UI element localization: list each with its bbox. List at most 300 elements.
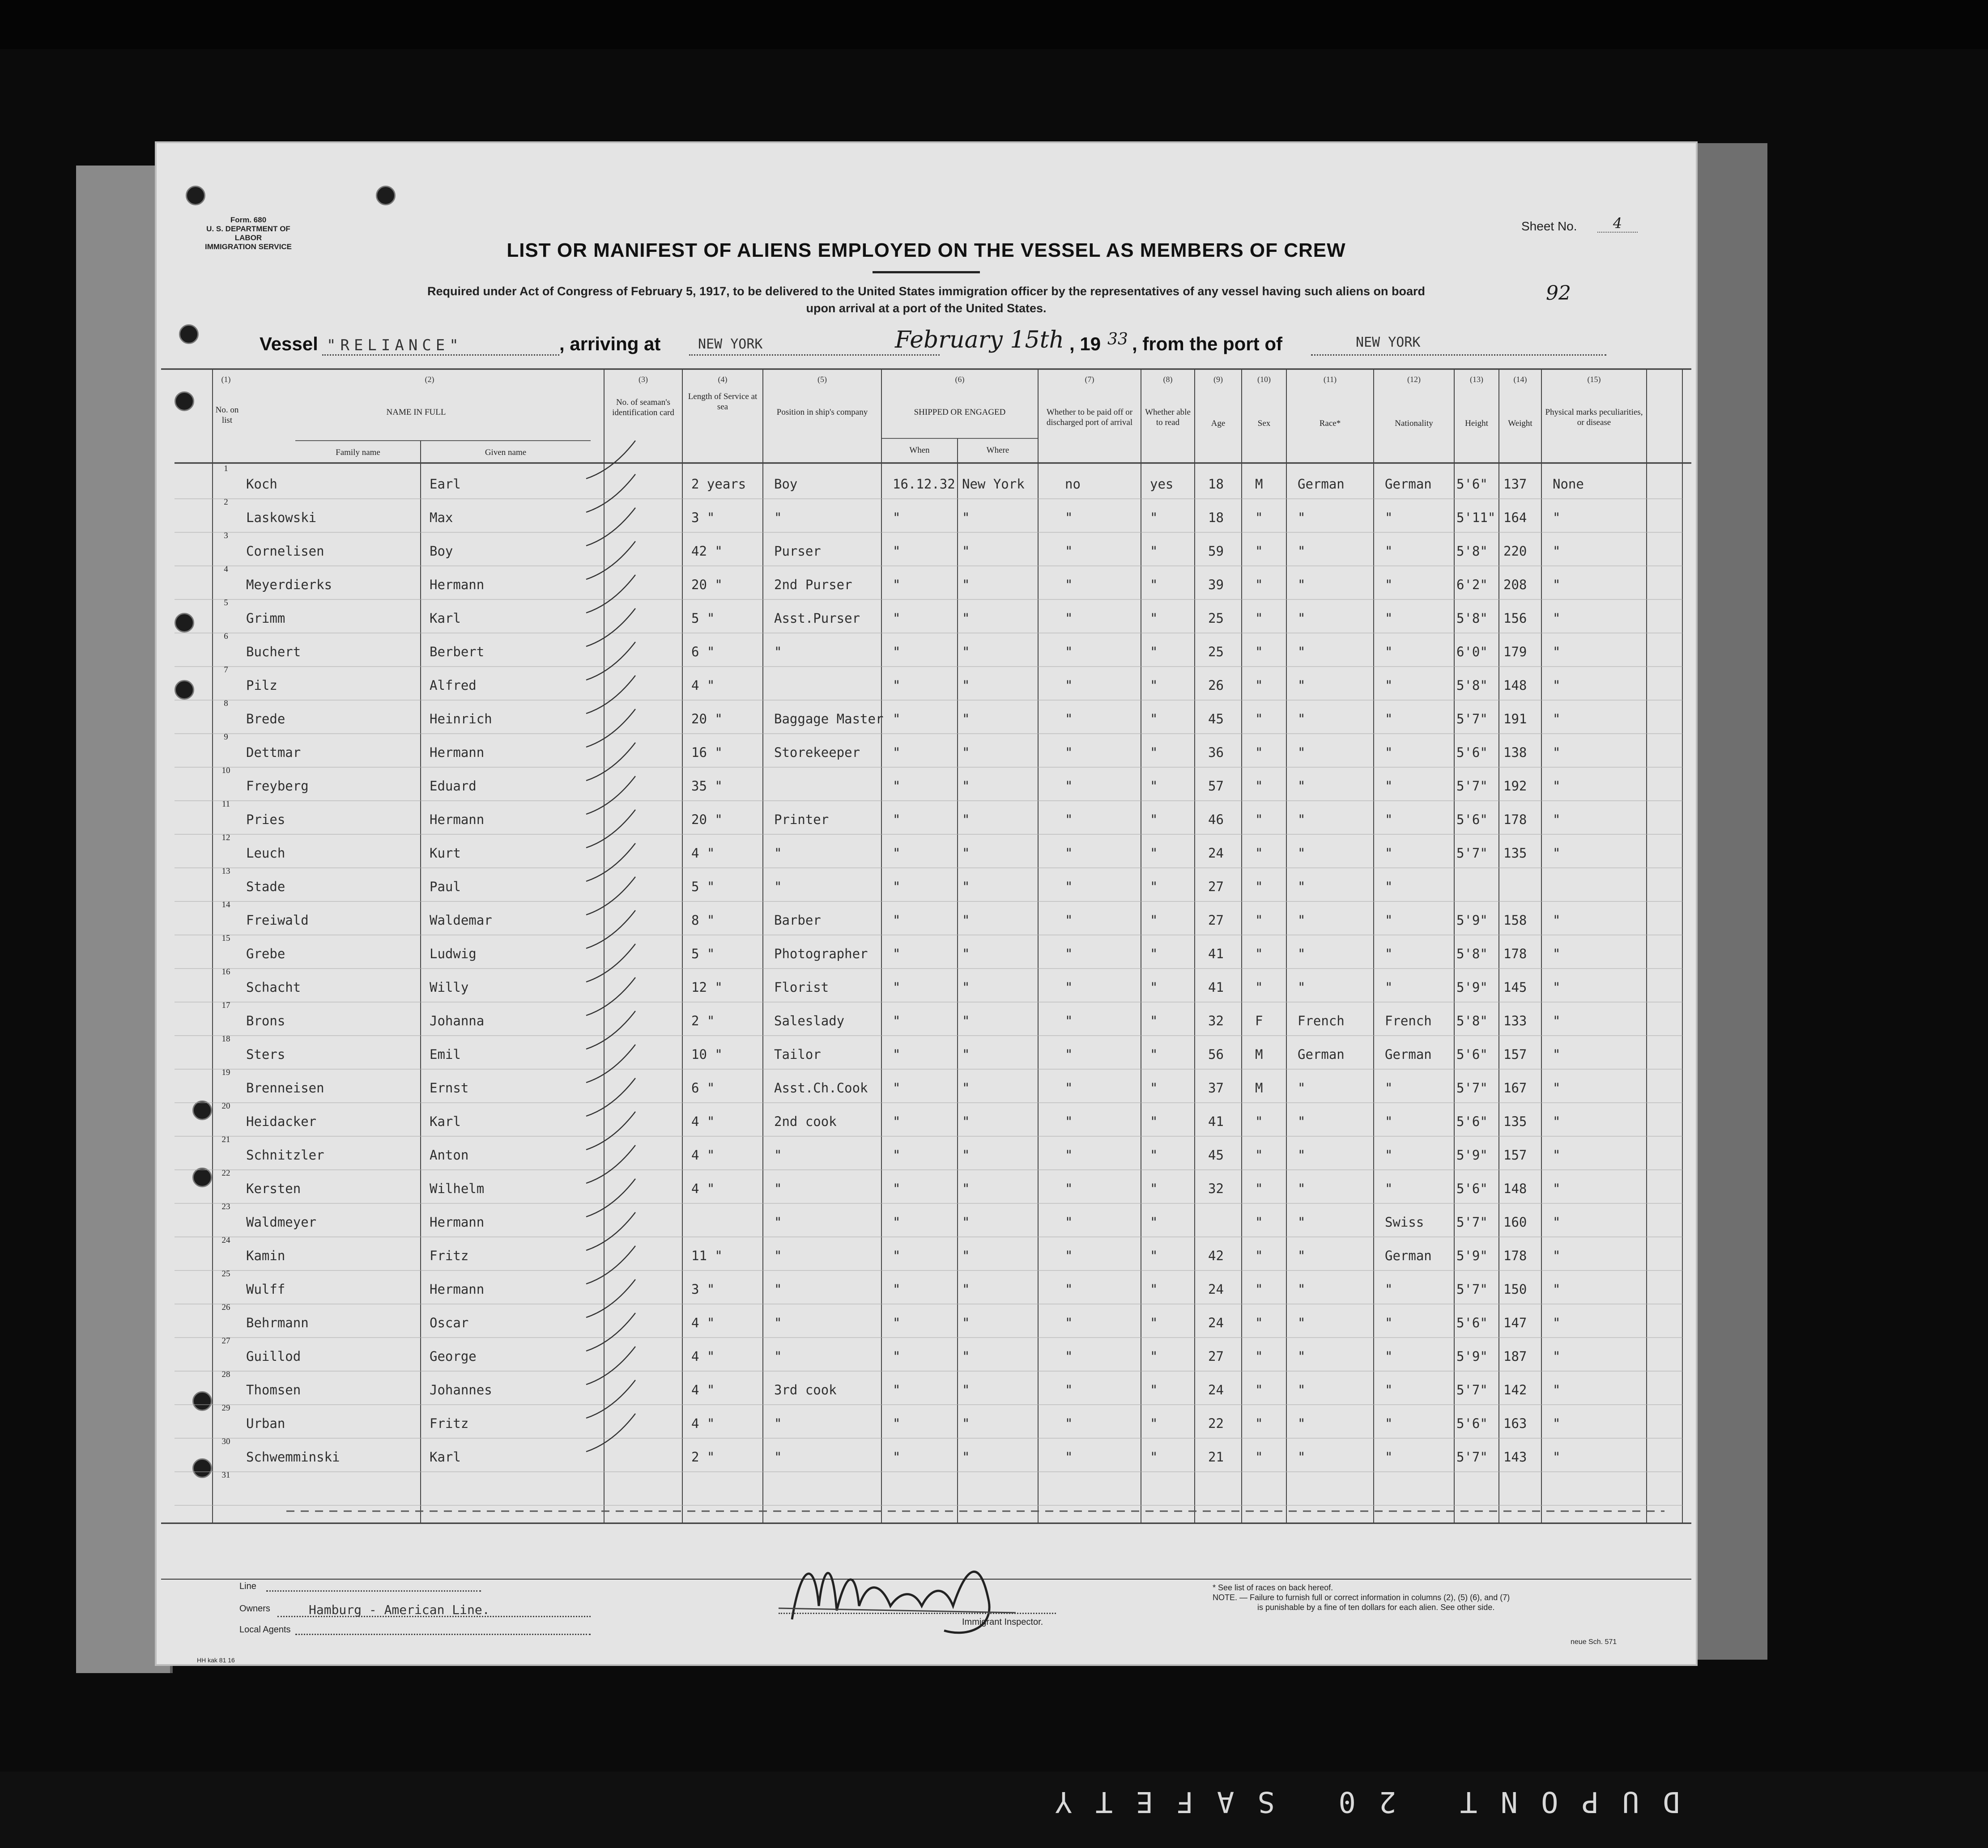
cell-paid: " (1065, 812, 1073, 827)
from-port: NEW YORK (1356, 335, 1421, 350)
col-head-race: Race* (1319, 419, 1341, 428)
row-number: 25 (221, 1269, 230, 1279)
cell-race: " (1298, 946, 1306, 961)
row-number: 27 (221, 1336, 230, 1346)
vessel-line (260, 333, 318, 355)
cell-family: Heidacker (246, 1114, 317, 1129)
cell-where: " (962, 510, 970, 525)
cell-age: 27 (1208, 1349, 1224, 1364)
cell-height: 5'8" (1456, 678, 1488, 693)
cell-age: 24 (1208, 1382, 1224, 1398)
cell-where: " (962, 577, 970, 592)
cell-nat: " (1385, 611, 1393, 626)
cell-nat: " (1385, 1382, 1393, 1398)
cell-age: 27 (1208, 913, 1224, 928)
cell-marks: " (1553, 913, 1561, 928)
cell-position: Florist (774, 980, 829, 995)
cell-race: " (1298, 1181, 1306, 1196)
cell-nat: " (1385, 711, 1393, 726)
cell-height: 5'7" (1456, 1382, 1488, 1398)
cell-weight: 192 (1503, 778, 1527, 794)
cell-family: Kamin (246, 1248, 285, 1263)
cell-paid: " (1065, 1047, 1073, 1062)
film-top-edge (0, 0, 1988, 49)
cell-read: " (1150, 1181, 1158, 1196)
cell-race: " (1298, 1114, 1306, 1129)
cell-where: " (962, 644, 970, 659)
row-number: 9 (224, 732, 228, 742)
col-num-2: (2) (425, 375, 434, 384)
row-number: 17 (221, 1001, 230, 1010)
cell-sex: " (1255, 544, 1263, 559)
cell-sex: " (1255, 678, 1263, 693)
cell-given: Oscar (430, 1315, 469, 1330)
cell-marks: " (1553, 1114, 1561, 1129)
cell-family: Stade (246, 879, 285, 894)
col-num-6: (6) (955, 375, 965, 384)
cell-family: Behrmann (246, 1315, 309, 1330)
cell-when: " (893, 711, 901, 726)
cell-marks: " (1553, 845, 1561, 861)
cell-position: " (774, 1147, 782, 1163)
cell-read: " (1150, 577, 1158, 592)
cell-height: 5'6" (1456, 745, 1488, 760)
cell-when: " (893, 745, 901, 760)
agents-dotline (295, 1634, 591, 1635)
cell-service: 4 " (691, 1349, 715, 1364)
cell-height: 5'7" (1456, 1449, 1488, 1465)
cell-height: 5'7" (1456, 1080, 1488, 1096)
cell-weight: 138 (1503, 745, 1527, 760)
cell-paid: " (1065, 1282, 1073, 1297)
cell-nat: " (1385, 577, 1393, 592)
cell-read: " (1150, 1382, 1158, 1398)
cell-service: 2 " (691, 1013, 715, 1028)
cell-race: " (1298, 778, 1306, 794)
cell-age: 22 (1208, 1416, 1224, 1431)
row-number: 16 (221, 967, 230, 977)
cell-given: George (430, 1349, 477, 1364)
col-head-position: Position in ship's company (776, 408, 868, 417)
cell-sex: M (1255, 476, 1263, 492)
col-num-3: (3) (639, 375, 648, 384)
col-num-14: (14) (1513, 375, 1527, 384)
checkmarks (586, 441, 635, 1452)
cell-race: " (1298, 1449, 1306, 1465)
cell-family: Dettmar (246, 745, 301, 760)
cell-where: " (962, 1449, 970, 1465)
cell-service: 6 " (691, 644, 715, 659)
cell-sex: " (1255, 1349, 1263, 1364)
cell-nat: " (1385, 1349, 1393, 1364)
cell-sex: F (1255, 1013, 1263, 1028)
cell-age: 39 (1208, 577, 1224, 592)
col-num-11: (11) (1323, 375, 1337, 384)
cell-height: 5'6" (1456, 1047, 1488, 1062)
cell-marks: " (1553, 1181, 1561, 1196)
cell-given: Karl (430, 611, 461, 626)
cell-given: Fritz (430, 1416, 469, 1431)
cell-nat: " (1385, 1416, 1393, 1431)
col-head-marks: Physical marks peculiarities, or disease (1545, 408, 1643, 427)
cell-marks: " (1553, 1013, 1561, 1028)
cell-family: Pilz (246, 678, 277, 693)
cell-nat: " (1385, 510, 1393, 525)
cell-family: Cornelisen (246, 544, 324, 559)
cell-paid: " (1065, 778, 1073, 794)
cell-when: " (893, 845, 901, 861)
cell-when: " (893, 879, 901, 894)
cell-position: " (774, 1181, 782, 1196)
cell-given: Paul (430, 879, 461, 894)
cell-age: 24 (1208, 1315, 1224, 1330)
cell-paid: " (1065, 980, 1073, 995)
cell-paid: " (1065, 845, 1073, 861)
line-dotline (266, 1590, 481, 1592)
cell-when: " (893, 1349, 901, 1364)
cell-paid: " (1065, 644, 1073, 659)
row-number: 19 (221, 1068, 230, 1077)
cell-paid: " (1065, 913, 1073, 928)
cell-race: " (1298, 745, 1306, 760)
film-edge-text: DUPONT 20 SAFETY (1031, 1785, 1680, 1818)
cell-sex: " (1255, 1449, 1263, 1465)
cell-family: Sters (246, 1047, 285, 1062)
cell-given: Johanna (430, 1013, 485, 1028)
subhead-given-name: Given name (485, 448, 527, 457)
cell-marks: " (1553, 745, 1561, 760)
cell-position: " (774, 879, 782, 894)
col-num-12: (12) (1407, 375, 1421, 384)
cell-when: " (893, 611, 901, 626)
cell-marks: " (1553, 980, 1561, 995)
cell-height: 5'7" (1456, 1282, 1488, 1297)
col-num-9: (9) (1213, 375, 1223, 384)
cell-height: 5'6" (1456, 1416, 1488, 1431)
cell-when: " (893, 1080, 901, 1096)
cell-age: 25 (1208, 644, 1224, 659)
cell-when: " (893, 678, 901, 693)
col-head-nationality: Nationality (1395, 419, 1433, 428)
cell-where: " (962, 1416, 970, 1431)
cell-height: 5'9" (1456, 1147, 1488, 1163)
cell-given: Hermann (430, 577, 485, 592)
cell-read: " (1150, 711, 1158, 726)
cell-height: 5'9" (1456, 1248, 1488, 1263)
cell-weight: 148 (1503, 678, 1527, 693)
cell-age: 42 (1208, 1248, 1224, 1263)
cell-family: Schwemminski (246, 1449, 340, 1465)
cell-marks: " (1553, 711, 1561, 726)
cell-position: Purser (774, 544, 821, 559)
cell-nat: German (1385, 476, 1432, 492)
cell-family: Koch (246, 476, 277, 492)
cell-given: Hermann (430, 745, 485, 760)
cell-paid: " (1065, 678, 1073, 693)
cell-sex: " (1255, 1181, 1263, 1196)
cell-service: 4 " (691, 1114, 715, 1129)
cell-weight: 135 (1503, 1114, 1527, 1129)
cell-sex: " (1255, 1215, 1263, 1230)
cell-position: " (774, 1449, 782, 1465)
cell-race: " (1298, 1080, 1306, 1096)
cell-read: " (1150, 1248, 1158, 1263)
cell-race: " (1298, 611, 1306, 626)
cell-position: " (774, 1282, 782, 1297)
cell-weight: 145 (1503, 980, 1527, 995)
cell-marks: " (1553, 611, 1561, 626)
cell-race: " (1298, 913, 1306, 928)
cell-sex: " (1255, 812, 1263, 827)
cell-race: German (1298, 476, 1345, 492)
cell-read: " (1150, 879, 1158, 894)
cell-family: Leuch (246, 845, 285, 861)
cell-marks: " (1553, 1315, 1561, 1330)
cell-where: " (962, 913, 970, 928)
cell-nat: " (1385, 778, 1393, 794)
col-head-read: Whether able to read (1145, 408, 1191, 427)
cell-weight: 178 (1503, 1248, 1527, 1263)
inspector-label: Immigrant Inspector. (962, 1617, 1043, 1627)
cell-when: " (893, 913, 901, 928)
cell-race: " (1298, 1147, 1306, 1163)
cell-race: " (1298, 1416, 1306, 1431)
document-title: LIST OR MANIFEST OF ALIENS EMPLOYED ON THE VESSEL AS MEMBERS OF CREW (507, 239, 1346, 261)
col-head-sex: Sex (1257, 419, 1271, 428)
cell-paid: " (1065, 946, 1073, 961)
cell-weight: 157 (1503, 1047, 1527, 1062)
cell-given: Kurt (430, 845, 461, 861)
cell-sex: " (1255, 1248, 1263, 1263)
document-subtitle (345, 283, 1508, 317)
cell-where: New York (962, 476, 1025, 492)
cell-height: 5'7" (1456, 778, 1488, 794)
row-number: 30 (221, 1437, 230, 1446)
col-head-paid-off: Whether to be paid off or discharged port of arrival (1046, 408, 1133, 427)
cell-sex: " (1255, 946, 1263, 961)
cell-when: " (893, 1114, 901, 1129)
year-prefix: , 19 (1069, 333, 1101, 354)
cell-where: " (962, 812, 970, 827)
cell-race: " (1298, 980, 1306, 995)
cell-race: " (1298, 711, 1306, 726)
punch-hole-icon (192, 1168, 212, 1187)
cell-weight: 167 (1503, 1080, 1527, 1096)
cell-paid: " (1065, 1215, 1073, 1230)
cell-service: 4 " (691, 678, 715, 693)
cell-paid: " (1065, 1449, 1073, 1465)
cell-when: " (893, 1147, 901, 1163)
cell-when: " (893, 1416, 901, 1431)
cell-race: " (1298, 1248, 1306, 1263)
cell-when: " (893, 644, 901, 659)
cell-read: " (1150, 1215, 1158, 1230)
cell-nat: " (1385, 1315, 1393, 1330)
row-number: 7 (224, 665, 228, 675)
cell-family: Freyberg (246, 778, 309, 794)
row-number: 22 (221, 1168, 230, 1178)
cell-sex: M (1255, 1047, 1263, 1062)
cell-sex: " (1255, 913, 1263, 928)
cell-paid: " (1065, 1080, 1073, 1096)
cell-weight: 164 (1503, 510, 1527, 525)
cell-height: 5'8" (1456, 611, 1488, 626)
cell-service: 35 " (691, 778, 723, 794)
cell-height: 5'6" (1456, 1315, 1488, 1330)
cell-read: " (1150, 1080, 1158, 1096)
cell-where: " (962, 611, 970, 626)
cell-service: 2 " (691, 1449, 715, 1465)
cell-service: 20 " (691, 812, 723, 827)
fine-note-2: is punishable by a fine of ten dollars for each alien. See other side. (1257, 1603, 1495, 1612)
cell-height: 5'9" (1456, 1349, 1488, 1364)
subhead-where: Where (986, 446, 1009, 455)
cell-nat: " (1385, 845, 1393, 861)
cell-race: " (1298, 678, 1306, 693)
cell-nat: German (1385, 1047, 1432, 1062)
punch-hole-icon (192, 1391, 212, 1411)
cell-where: " (962, 879, 970, 894)
cell-position: " (774, 1315, 782, 1330)
row-number: 10 (221, 766, 230, 775)
cell-race: " (1298, 879, 1306, 894)
cell-read: " (1150, 611, 1158, 626)
cell-when: " (893, 544, 901, 559)
cell-where: " (962, 845, 970, 861)
cell-where: " (962, 1114, 970, 1129)
cell-position: Printer (774, 812, 829, 827)
cell-nat: " (1385, 1147, 1393, 1163)
cell-race: " (1298, 544, 1306, 559)
cell-service: 4 " (691, 1416, 715, 1431)
cell-where: " (962, 1315, 970, 1330)
form-number: Form. 680 (230, 216, 267, 224)
col-num-1: (1) (221, 375, 231, 384)
cell-given: Alfred (430, 678, 477, 693)
cell-where: " (962, 711, 970, 726)
cell-when: " (893, 510, 901, 525)
row-number: 6 (224, 632, 228, 641)
col-num-5: (5) (817, 375, 827, 384)
punch-hole-icon (175, 613, 194, 633)
cell-marks: " (1553, 1248, 1561, 1263)
cell-position: Asst.Ch.Cook (774, 1080, 868, 1096)
fine-note-1: NOTE. — Failure to furnish full or correct information in columns (2), (5) (6), and (7) (1213, 1593, 1510, 1602)
cell-race: " (1298, 577, 1306, 592)
row-number: 15 (221, 934, 230, 943)
cell-height: 5'8" (1456, 544, 1488, 559)
cell-position: Barber (774, 913, 821, 928)
cell-age: 57 (1208, 778, 1224, 794)
cell-service: 5 " (691, 946, 715, 961)
cell-marks: " (1553, 778, 1561, 794)
title-rule (873, 271, 980, 273)
cell-marks: " (1553, 510, 1561, 525)
cell-paid: " (1065, 879, 1073, 894)
from-dotline (1311, 354, 1606, 356)
cell-family: Brons (246, 1013, 285, 1028)
cell-marks: " (1553, 1147, 1561, 1163)
cell-sex: " (1255, 711, 1263, 726)
cell-height: 6'2" (1456, 577, 1488, 592)
cell-marks: " (1553, 1416, 1561, 1431)
cell-weight: 158 (1503, 913, 1527, 928)
cell-height: 5'6" (1456, 1114, 1488, 1129)
cell-nat: " (1385, 913, 1393, 928)
cell-when: " (893, 1315, 901, 1330)
cell-where: " (962, 1147, 970, 1163)
cell-where: " (962, 678, 970, 693)
cell-given: Eduard (430, 778, 477, 794)
cell-position: " (774, 644, 782, 659)
cell-given: Ludwig (430, 946, 477, 961)
cell-weight: 147 (1503, 1315, 1527, 1330)
cell-weight: 178 (1503, 812, 1527, 827)
row-number: 4 (224, 565, 228, 574)
cell-read: " (1150, 1114, 1158, 1129)
cell-paid: " (1065, 745, 1073, 760)
year-suffix: 33 (1107, 330, 1128, 348)
cell-position: 2nd Purser (774, 577, 852, 592)
row-number: 12 (221, 833, 230, 842)
cell-given: Max (430, 510, 453, 525)
cell-sex: " (1255, 510, 1263, 525)
cell-read: " (1150, 644, 1158, 659)
row-number: 14 (221, 900, 230, 909)
col-head-age: Age (1211, 419, 1226, 428)
cell-read: yes (1150, 476, 1174, 492)
cell-where: " (962, 1382, 970, 1398)
cell-position: Storekeeper (774, 745, 860, 760)
cell-service: 10 " (691, 1047, 723, 1062)
cell-nat: " (1385, 980, 1393, 995)
cell-weight: 157 (1503, 1147, 1527, 1163)
cell-when: " (893, 1382, 901, 1398)
arriving-label: , arriving at (559, 333, 661, 354)
cell-read: " (1150, 1282, 1158, 1297)
cell-when: " (893, 1047, 901, 1062)
cell-family: Wulff (246, 1282, 285, 1297)
cell-position: " (774, 1215, 782, 1230)
cell-paid: " (1065, 1013, 1073, 1028)
cell-read: " (1150, 1013, 1158, 1028)
cell-position: Photographer (774, 946, 868, 961)
cell-height: 5'6" (1456, 812, 1488, 827)
cell-height: 5'7" (1456, 1215, 1488, 1230)
row-number: 8 (224, 699, 228, 708)
cell-given: Earl (430, 476, 461, 492)
cell-where: " (962, 980, 970, 995)
cell-when: " (893, 980, 901, 995)
cell-given: Waldemar (430, 913, 492, 928)
cell-service: 4 " (691, 1181, 715, 1196)
cell-weight: 150 (1503, 1282, 1527, 1297)
cell-when: " (893, 1282, 901, 1297)
cell-paid: " (1065, 611, 1073, 626)
cell-family: Schnitzler (246, 1147, 324, 1163)
cell-given: Berbert (430, 644, 485, 659)
cell-weight: 137 (1503, 476, 1527, 492)
cell-nat: " (1385, 1114, 1393, 1129)
cell-marks: " (1553, 678, 1561, 693)
cell-where: " (962, 1080, 970, 1096)
printer-code: HH kak 81 16 (197, 1657, 235, 1664)
cell-read: " (1150, 913, 1158, 928)
cell-age: 59 (1208, 544, 1224, 559)
cell-position: Boy (774, 476, 798, 492)
cell-given: Hermann (430, 1282, 485, 1297)
cell-age: 27 (1208, 879, 1224, 894)
